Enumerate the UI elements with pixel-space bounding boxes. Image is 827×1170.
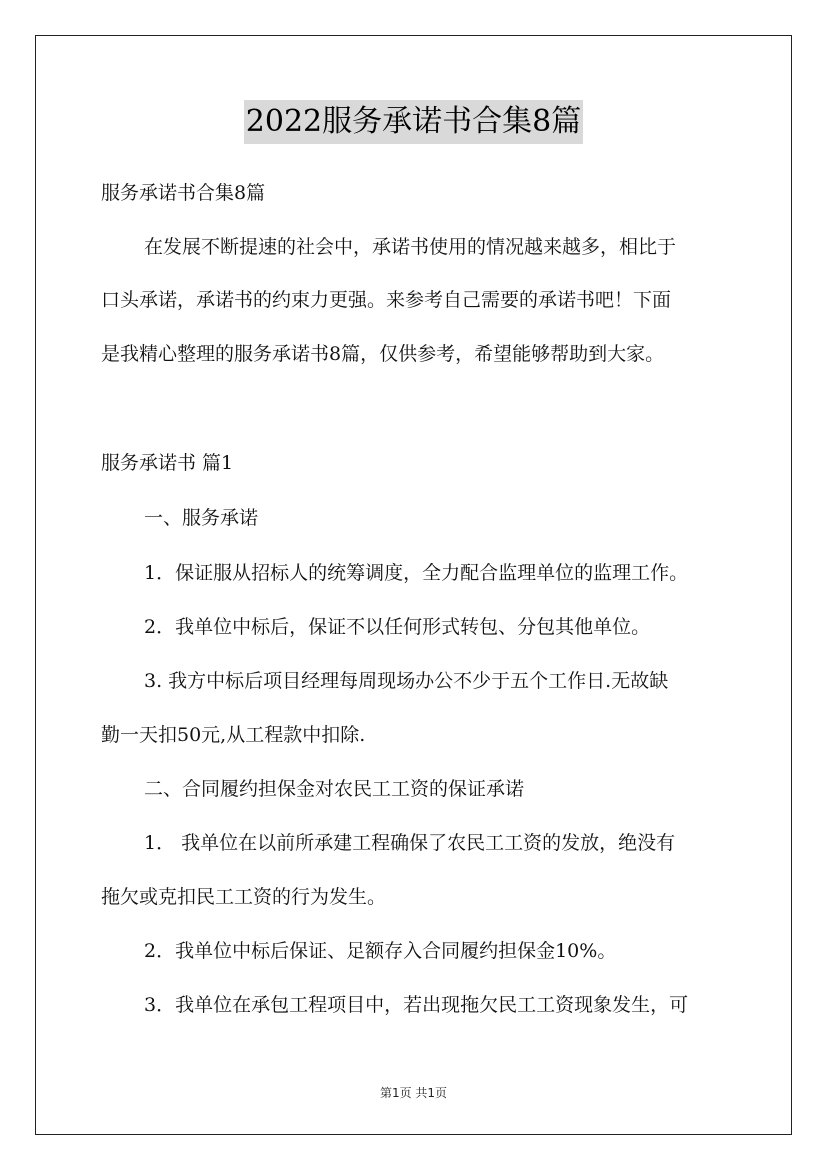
list-item: 1．保证服从招标人的统筹调度，全力配合监理单位的监理工作。	[144, 562, 689, 584]
subsection-heading: 一、服务承诺	[144, 507, 259, 529]
intro-paragraph-line: 在发展不断提速的社会中，承诺书使用的情况越来越多，相比于	[144, 236, 677, 258]
list-item: 2．我单位中标后保证、足额存入合同履约担保金10%。	[144, 940, 617, 962]
intro-paragraph-line: 是我精心整理的服务承诺书8篇，仅供参考，希望能够帮助到大家。	[101, 343, 665, 365]
list-item: 2．我单位中标后，保证不以任何形式转包、分包其他单位。	[144, 616, 651, 638]
page-footer: 第1页 共1页	[379, 1086, 448, 1100]
intro-paragraph-line: 口头承诺，承诺书的约束力更强。来参考自己需要的承诺书吧！下面	[101, 289, 672, 311]
document-title: 2022服务承诺书合集8篇	[244, 100, 583, 144]
list-item: 3．我单位在承包工程项目中，若出现拖欠民工工资现象发生，可	[144, 994, 689, 1016]
list-item: 3. 我方中标后项目经理每周现场办公不少于五个工作日.无故缺	[144, 670, 669, 692]
list-item-continuation: 拖欠或克扣民工工资的行为发生。	[101, 886, 387, 908]
list-item-continuation: 勤一天扣50元,从工程款中扣除.	[101, 724, 366, 746]
list-item: 1． 我单位在以前所承建工程确保了农民工工资的发放，绝没有	[144, 832, 676, 854]
title-container	[0, 100, 827, 144]
section-heading: 服务承诺书 篇1	[101, 452, 234, 474]
doc-subtitle: 服务承诺书合集8篇	[101, 182, 266, 204]
subsection-heading: 二、合同履约担保金对农民工工资的保证承诺	[144, 778, 525, 800]
